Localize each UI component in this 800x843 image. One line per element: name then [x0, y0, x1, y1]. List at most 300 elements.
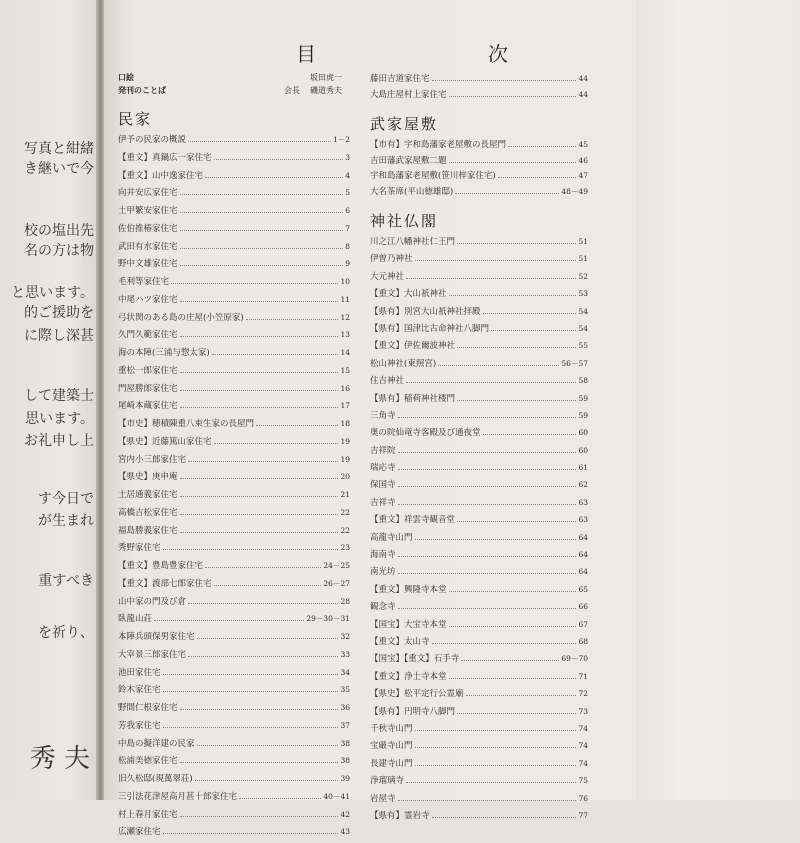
- toc-entry-page: 51: [578, 237, 588, 246]
- toc-entry: [118, 790, 350, 808]
- toc-entry-title: 山中家の門及び倉: [118, 596, 187, 607]
- toc-entry-title: 【県史】近藤篤山家住宅: [118, 436, 212, 447]
- toc-entry-title: 海の本陣(三浦与惣太家): [118, 348, 210, 358]
- toc-entry-title: 広瀬家住宅: [118, 827, 161, 838]
- front-matter-label: 発刊のことば: [118, 85, 166, 95]
- leader-dots: [432, 80, 577, 81]
- toc-entry-title: 吉祥院: [370, 445, 396, 456]
- leader-dots: [171, 283, 338, 284]
- facing-page-text-line: して建築士: [24, 388, 94, 404]
- toc-entry-page: 76: [578, 793, 588, 803]
- leader-dots: [214, 159, 344, 160]
- leader-dots: [449, 591, 577, 592]
- leader-dots: [239, 798, 321, 799]
- facing-page-text-line: 写真と紺緒: [24, 141, 94, 157]
- leader-dots: [212, 354, 339, 355]
- toc-entry-page: 64: [578, 550, 588, 560]
- leader-dots: [180, 816, 339, 817]
- section-heading-bukeyashiki: 武家屋敷: [370, 115, 439, 133]
- toc-entry-title: 【国宝】【重文】石手寺: [370, 654, 460, 665]
- toc-entry: [370, 444, 588, 461]
- leader-dots: [415, 539, 577, 540]
- leader-dots: [415, 765, 577, 766]
- toc-entry: [118, 328, 350, 346]
- leader-dots: [188, 141, 331, 142]
- toc-entry-page: 40－41: [323, 791, 350, 801]
- toc-entry: [370, 305, 588, 322]
- leader-dots: [457, 521, 576, 522]
- leader-dots: [214, 443, 339, 444]
- leader-dots: [163, 833, 339, 834]
- toc-entry-page: 23: [340, 543, 350, 553]
- toc-entry-title: 武田有水家住宅: [118, 241, 178, 252]
- leader-dots: [491, 330, 576, 331]
- toc-entry-page: 77: [578, 810, 588, 820]
- toc-entry: [118, 346, 350, 364]
- toc-entry-title: 【県有】霊岩寺: [370, 810, 430, 821]
- toc-entry: [118, 293, 350, 311]
- leader-dots: [398, 504, 577, 505]
- toc-entry-page: 64: [578, 567, 588, 577]
- toc-entry-title: 高龍寺山門: [370, 532, 413, 543]
- leader-dots: [256, 425, 338, 426]
- toc-entry: [118, 630, 350, 648]
- toc-entry-page: 9: [345, 259, 350, 269]
- leader-dots: [432, 817, 577, 818]
- toc-entry-page: 67: [578, 619, 588, 629]
- toc-entry-title: 南光坊: [370, 567, 396, 578]
- toc-entry: [118, 683, 350, 701]
- toc-entry-page: 5: [345, 188, 350, 198]
- leader-dots: [406, 278, 576, 279]
- toc-entry-title: 岩屋寺: [370, 793, 396, 804]
- toc-entry: [370, 652, 588, 669]
- leader-dots: [180, 514, 339, 515]
- toc-entry: [118, 754, 350, 772]
- front-matter-role: 会長: [284, 86, 300, 95]
- toc-entry-title: 門屋勝郎家住宅: [118, 383, 178, 394]
- toc-entry: [118, 240, 350, 258]
- toc-entry-page: 44: [578, 89, 588, 99]
- toc-entry-title: 松山神社(東照宮): [370, 358, 437, 369]
- toc-entry-page: 28: [340, 596, 350, 606]
- facing-page-text-line: き継いで今: [24, 161, 94, 177]
- toc-entry: [118, 186, 350, 204]
- toc-entry-page: 11: [340, 294, 350, 304]
- toc-entry-title: 川之江八幡神社仁王門: [370, 237, 456, 247]
- leader-dots: [188, 656, 338, 657]
- toc-entry-title: 【重文】豊島豊家住宅: [118, 561, 204, 571]
- toc-entry-title: 【重文】浄土寺本堂: [370, 671, 447, 682]
- facing-page-text-line: す今日で: [38, 491, 94, 507]
- toc-entry: [118, 257, 350, 275]
- toc-entry: [370, 287, 588, 304]
- toc-entry-page: 4: [345, 170, 350, 180]
- toc-entry-title: 吉祥寺: [370, 497, 396, 508]
- leader-dots: [438, 365, 559, 366]
- toc-entry-title: 大元神社: [370, 271, 405, 282]
- leader-dots: [180, 532, 339, 533]
- toc-entry-page: 63: [578, 515, 588, 525]
- toc-entry: [370, 322, 588, 339]
- toc-entry-title: 千秋寺山門: [370, 723, 413, 734]
- toc-entry-page: 75: [578, 776, 588, 786]
- toc-entry-page: 38: [340, 738, 350, 748]
- leader-dots: [461, 660, 559, 661]
- front-matter-label: 口絵: [118, 72, 134, 82]
- toc-entry: [118, 808, 350, 826]
- leader-dots: [180, 248, 344, 249]
- leader-dots: [406, 782, 576, 783]
- front-matter-author: 磯道秀夫: [310, 86, 342, 95]
- toc-entry-page: 1－2: [332, 135, 350, 144]
- toc-entry-title: 【県有】稲荷神社楼門: [370, 393, 456, 404]
- toc-title: 目 次: [296, 42, 584, 66]
- toc-entry: [118, 364, 350, 382]
- toc-entry-title: 【県史】庚申庵: [118, 472, 178, 483]
- toc-entry-page: 74: [578, 758, 588, 768]
- toc-entry-title: 【県有】国津比古命神社八脚門: [370, 323, 490, 334]
- toc-entry-page: 36: [340, 703, 350, 712]
- leader-dots: [180, 301, 339, 302]
- toc-entry: [118, 577, 350, 595]
- toc-entry-page: 7: [345, 223, 350, 233]
- toc-entry: [118, 825, 350, 843]
- leader-dots: [163, 674, 339, 675]
- toc-entry-page: 22: [340, 525, 350, 535]
- facing-page-text-line: 校の塩出先: [24, 223, 94, 239]
- toc-entry: [370, 548, 588, 565]
- leader-dots: [508, 146, 576, 147]
- toc-entry-title: 中島の擬洋建の民家: [118, 738, 195, 749]
- toc-entry: [118, 772, 350, 790]
- toc-entry-title: 伊曽乃神社: [370, 254, 413, 265]
- toc-entry-page: 52: [578, 271, 588, 281]
- toc-entry: [118, 595, 350, 613]
- toc-entry: [118, 506, 350, 524]
- toc-entry-title: 大名茶席(平山徳雄邸): [370, 186, 454, 197]
- toc-entry-title: 【重文】真鍋広一家住宅: [118, 152, 212, 163]
- facing-page-text-line: 名の方は物: [24, 243, 94, 259]
- toc-entry-title: 鈴木家住宅: [118, 685, 161, 696]
- toc-entry-page: 69－70: [561, 654, 588, 664]
- leader-dots: [398, 469, 577, 470]
- toc-entry-page: 12: [340, 312, 350, 322]
- toc-entry-title: 吉田藩武家屋敷二題: [370, 155, 447, 166]
- leader-dots: [154, 620, 304, 621]
- leader-dots: [180, 709, 339, 710]
- toc-entry-page: 46: [578, 155, 588, 165]
- toc-entry: [118, 453, 350, 471]
- leader-dots: [457, 243, 576, 244]
- toc-entry-title: 三角寺: [370, 410, 396, 421]
- leader-dots: [398, 486, 577, 487]
- toc-entry-title: 瑞応寺: [370, 463, 396, 474]
- toc-entry: [370, 72, 588, 88]
- leader-dots: [163, 549, 339, 550]
- toc-list-bukeyashiki: [370, 138, 588, 200]
- toc-entry-title: 弓状関のある島の庄屋(小笠原家): [118, 312, 244, 323]
- toc-entry-title: 芳我家住宅: [118, 720, 161, 731]
- toc-entry-title: 【重文】山中逸家住宅: [118, 170, 204, 181]
- toc-entry: [370, 583, 588, 600]
- toc-entry-page: 64: [578, 532, 588, 542]
- leader-dots: [180, 265, 344, 266]
- toc-entry-page: 42: [340, 809, 350, 819]
- leader-dots: [449, 96, 577, 97]
- toc-entry-page: 10: [340, 277, 350, 286]
- facing-page-text-line: お礼申し上: [24, 433, 94, 449]
- toc-entry: [118, 275, 350, 293]
- leader-dots: [449, 295, 577, 296]
- toc-entry-page: 60: [578, 428, 588, 438]
- leader-dots: [180, 230, 344, 231]
- toc-entry-title: 【重文】興隆寺本堂: [370, 584, 447, 595]
- toc-entry: [118, 666, 350, 684]
- leader-dots: [246, 319, 339, 320]
- toc-entry-title: 【市史】穂積陳重八束生家の長屋門: [118, 419, 255, 429]
- toc-entry-page: 38: [340, 756, 350, 766]
- toc-entry: [370, 252, 588, 269]
- leader-dots: [398, 417, 577, 418]
- leader-dots: [180, 336, 339, 337]
- toc-entry-page: 66: [578, 602, 588, 612]
- toc-entry: [118, 133, 350, 151]
- toc-entry-page: 21: [340, 490, 350, 499]
- toc-entry-title: 伊予の民家の概説: [118, 135, 187, 145]
- toc-entry: [118, 417, 350, 435]
- toc-entry: [370, 270, 588, 287]
- toc-entry: [370, 478, 588, 495]
- toc-entry-title: 重松一郎家住宅: [118, 365, 178, 376]
- toc-entry: [118, 399, 350, 417]
- toc-entry-page: 35: [340, 685, 350, 695]
- toc-entry-title: 浄瑠璃寺: [370, 776, 405, 787]
- section-heading-minka: 民家: [118, 110, 153, 128]
- toc-entry: [370, 635, 588, 652]
- toc-entry-page: 15: [340, 365, 350, 375]
- toc-entry-page: 59: [578, 393, 588, 403]
- toc-entry: [118, 488, 350, 506]
- toc-entry: [118, 719, 350, 737]
- toc-entry: [370, 722, 588, 739]
- toc-list-jinja: [370, 235, 588, 826]
- toc-entry: [370, 88, 588, 104]
- toc-entry-page: 19: [340, 436, 350, 446]
- leader-dots: [163, 691, 339, 692]
- toc-entry: [370, 392, 588, 409]
- toc-entry: [370, 138, 588, 154]
- toc-entry-title: 秀野家住宅: [118, 543, 161, 554]
- leader-dots: [457, 347, 576, 348]
- toc-entry: [118, 737, 350, 755]
- leader-dots: [415, 260, 577, 261]
- toc-entry-page: 59: [578, 410, 588, 420]
- leader-dots: [432, 643, 577, 644]
- toc-entry: [370, 339, 588, 356]
- leader-dots: [214, 585, 322, 586]
- facing-page-text-line: が生まれ: [38, 513, 94, 529]
- leader-dots: [180, 762, 339, 763]
- front-matter-author: 坂田虎一: [310, 73, 342, 82]
- toc-entry: [370, 705, 588, 722]
- toc-entry-page: 62: [578, 480, 588, 490]
- toc-entry-title: 土甲繁安家住宅: [118, 206, 178, 216]
- toc-entry: [370, 185, 588, 201]
- facing-page: [0, 0, 100, 800]
- toc-entry-page: 19: [340, 454, 350, 464]
- leader-dots: [163, 727, 339, 728]
- toc-list-minka-continued: [370, 72, 588, 103]
- toc-entry: [118, 524, 350, 542]
- facing-page-text-line: 重すべき: [38, 573, 94, 589]
- toc-entry-page: 24－25: [323, 561, 350, 570]
- toc-entry-title: 野間仁根家住宅: [118, 703, 178, 713]
- facing-page-text-line: 的ご援助を: [24, 305, 94, 321]
- toc-entry-title: 尾崎本蔵家住宅: [118, 401, 178, 412]
- leader-dots: [449, 162, 577, 163]
- toc-entry: [118, 541, 350, 559]
- toc-entry: [118, 204, 350, 222]
- toc-column-right: [370, 72, 588, 826]
- toc-entry: [118, 222, 350, 240]
- toc-entry: [370, 618, 588, 635]
- toc-entry: [370, 809, 588, 826]
- toc-entry: [370, 154, 588, 170]
- leader-dots: [398, 556, 577, 557]
- toc-entry-page: 17: [340, 401, 350, 411]
- front-matter-foreword: [118, 85, 350, 98]
- leader-dots: [180, 496, 339, 497]
- toc-entry: [370, 565, 588, 582]
- toc-entry: [370, 774, 588, 791]
- toc-entry-title: 臥龍山荘: [118, 614, 153, 625]
- toc-entry: [370, 409, 588, 426]
- leader-dots: [498, 177, 577, 178]
- toc-entry-page: 63: [578, 497, 588, 507]
- toc-entry: [370, 531, 588, 548]
- toc-entry-page: 74: [578, 723, 588, 733]
- leader-dots: [483, 313, 577, 314]
- leader-dots: [406, 382, 576, 383]
- leader-dots: [180, 407, 339, 408]
- toc-entry-title: 宇和島藩家老屋敷(笹川梓家住宅): [370, 171, 496, 181]
- leader-dots: [483, 434, 577, 435]
- toc-entry-page: 34: [340, 667, 350, 677]
- toc-entry-page: 74: [578, 741, 588, 751]
- leader-dots: [457, 400, 576, 401]
- toc-entry: [370, 426, 588, 443]
- toc-entry: [370, 357, 588, 374]
- leader-dots: [466, 695, 577, 696]
- leader-dots: [455, 193, 559, 194]
- toc-entry-page: 14: [340, 348, 350, 357]
- toc-entry-page: 26－27: [323, 578, 350, 588]
- toc-entry-title: 池田家住宅: [118, 667, 161, 678]
- toc-entry-page: 58: [578, 376, 588, 386]
- toc-entry-title: 高橋吉松家住宅: [118, 507, 178, 518]
- toc-entry-page: 71: [578, 671, 588, 681]
- toc-entry-page: 33: [340, 649, 350, 659]
- toc-entry-title: 大島庄屋村上家住宅: [370, 89, 447, 100]
- leader-dots: [195, 780, 339, 781]
- toc-entry-title: 【市有】宇和島藩家老屋敷の長屋門: [370, 140, 507, 150]
- front-matter-frontispiece: [118, 72, 350, 85]
- toc-entry-title: 奥の院仙竜寺客殿及び通夜堂: [370, 428, 481, 439]
- toc-entry: [370, 496, 588, 513]
- leader-dots: [398, 573, 577, 574]
- toc-entry-page: 32: [340, 632, 350, 641]
- toc-entry-page: 45: [578, 140, 588, 149]
- leader-dots: [197, 745, 339, 746]
- toc-entry-page: 53: [578, 289, 588, 299]
- leader-dots: [180, 372, 339, 373]
- leader-dots: [398, 452, 577, 453]
- toc-entry-page: 8: [345, 241, 350, 251]
- toc-entry-page: 16: [340, 383, 350, 393]
- toc-entry-title: 野中文雄家住宅: [118, 259, 178, 270]
- toc-entry-page: 44: [578, 74, 588, 83]
- leader-dots: [415, 747, 577, 748]
- toc-entry-title: 【県有】別宮大山祇神社拝殿: [370, 306, 481, 317]
- toc-entry-title: 保国寺: [370, 480, 396, 491]
- toc-entry-page: 48－49: [561, 186, 588, 196]
- toc-entry-title: 旧久松邸(現萬翠荘): [118, 774, 193, 784]
- toc-entry: [370, 169, 588, 185]
- toc-entry-page: 65: [578, 584, 588, 594]
- toc-entry-title: 住吉神社: [370, 376, 405, 387]
- toc-entry-title: 藤田吉道家住宅: [370, 74, 430, 84]
- toc-entry: [370, 687, 588, 704]
- page-margin: [636, 0, 800, 800]
- toc-entry-title: 福島勝義家住宅: [118, 525, 178, 536]
- toc-entry-page: 55: [578, 341, 588, 351]
- toc-entry-title: 村上春月家住宅: [118, 809, 178, 820]
- toc-entry-page: 37: [340, 720, 350, 730]
- leader-dots: [180, 390, 339, 391]
- toc-entry: [118, 311, 350, 329]
- toc-entry: [370, 374, 588, 391]
- toc-entry-page: 56－57: [561, 358, 588, 368]
- toc-entry: [118, 701, 350, 719]
- toc-entry: [370, 739, 588, 756]
- toc-entry-title: 【重文】伊佐爾波神社: [370, 341, 456, 352]
- leader-dots: [180, 478, 339, 479]
- toc-entry-title: 佐伯推椿家住宅: [118, 223, 178, 234]
- toc-entry-page: 73: [578, 706, 588, 716]
- toc-entry-title: 【重文】大山祇神社: [370, 289, 447, 300]
- leader-dots: [449, 626, 577, 627]
- toc-entry: [118, 470, 350, 488]
- facing-page-text-line: に際し深甚: [24, 328, 94, 344]
- leader-dots: [188, 603, 338, 604]
- toc-entry-title: 宮内小三郎家住宅: [118, 454, 187, 465]
- facing-page-text-line: を祈り、: [38, 625, 94, 641]
- facing-page-text-line: と思います。: [11, 285, 94, 301]
- leader-dots: [205, 567, 321, 568]
- toc-entry-title: 海南寺: [370, 550, 396, 561]
- toc-entry: [370, 670, 588, 687]
- leader-dots: [197, 638, 339, 639]
- toc-entry-title: 松浦美徳家住宅: [118, 756, 178, 767]
- leader-dots: [180, 194, 344, 195]
- toc-entry-title: 長建寺山門: [370, 758, 413, 769]
- leader-dots: [205, 177, 343, 178]
- toc-entry-title: 【国宝】大宝寺本堂: [370, 619, 447, 630]
- toc-entry-title: 宝厳寺山門: [370, 741, 413, 752]
- leader-dots: [188, 461, 338, 462]
- toc-entry-title: 【重文】太山寺: [370, 636, 430, 647]
